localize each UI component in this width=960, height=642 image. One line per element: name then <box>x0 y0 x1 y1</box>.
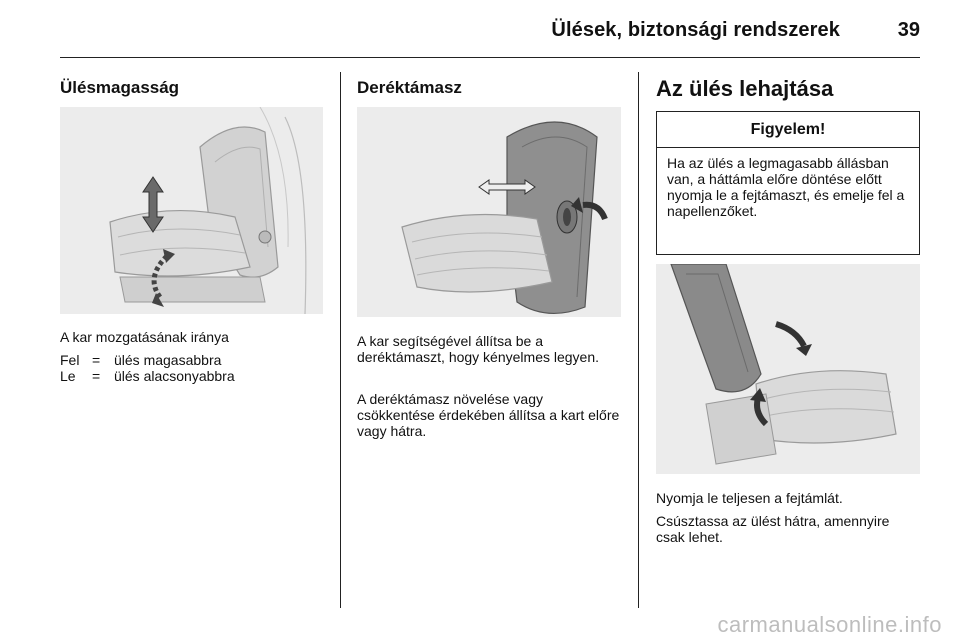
seat-fold-illustration <box>656 264 920 474</box>
column-divider <box>340 72 341 608</box>
definition-key: Fel <box>60 352 80 368</box>
section-heading-lumbar: Deréktámasz <box>357 78 462 97</box>
definition-value: ülés alacsonyabbra <box>114 368 235 384</box>
lumbar-paragraph-1: A kar segítségével állítsa be a deréktámaszt, hogy kényelmes legyen. <box>357 333 600 365</box>
definition-value: ülés magasabbra <box>114 352 222 368</box>
section-heading-seat-height: Ülésmagasság <box>60 78 180 97</box>
section-heading-fold: Az ülés lehajtása <box>656 76 834 101</box>
definition-key: Le <box>60 368 76 384</box>
lumbar-paragraph-2: A deréktámasz növelése vagy csökkentése érdekében állítsa a kart előre vagy hátra. <box>357 391 620 439</box>
definition-equals: = <box>92 368 101 384</box>
lumbar-support-illustration <box>357 107 621 317</box>
warning-box <box>656 111 920 255</box>
page-number: 39 <box>897 19 920 41</box>
page-header <box>60 0 920 58</box>
fold-paragraph-2: Csúsztassa az ülést hátra, amennyire csak lehet. <box>656 513 890 545</box>
column-divider <box>638 72 639 608</box>
warning-title: Figyelem! <box>657 112 919 148</box>
definition-up <box>60 352 221 368</box>
fold-paragraph-1: Nyomja le teljesen a fejtámlát. <box>656 490 843 506</box>
watermark: carmanualsonline.info <box>717 612 942 637</box>
definition-down <box>60 368 235 384</box>
seat-height-illustration <box>60 107 323 314</box>
definition-equals: = <box>92 352 101 368</box>
warning-text: Ha az ülés a legmagasabb állásban van, a háttámla előre döntése előtt nyomja le a fejtámaszt, és emelje fel a napellenzőket. <box>667 155 905 219</box>
header-title: Ülések, biztonsági rendszerek <box>551 19 840 41</box>
direction-caption: A kar mozgatásának iránya <box>60 329 229 345</box>
